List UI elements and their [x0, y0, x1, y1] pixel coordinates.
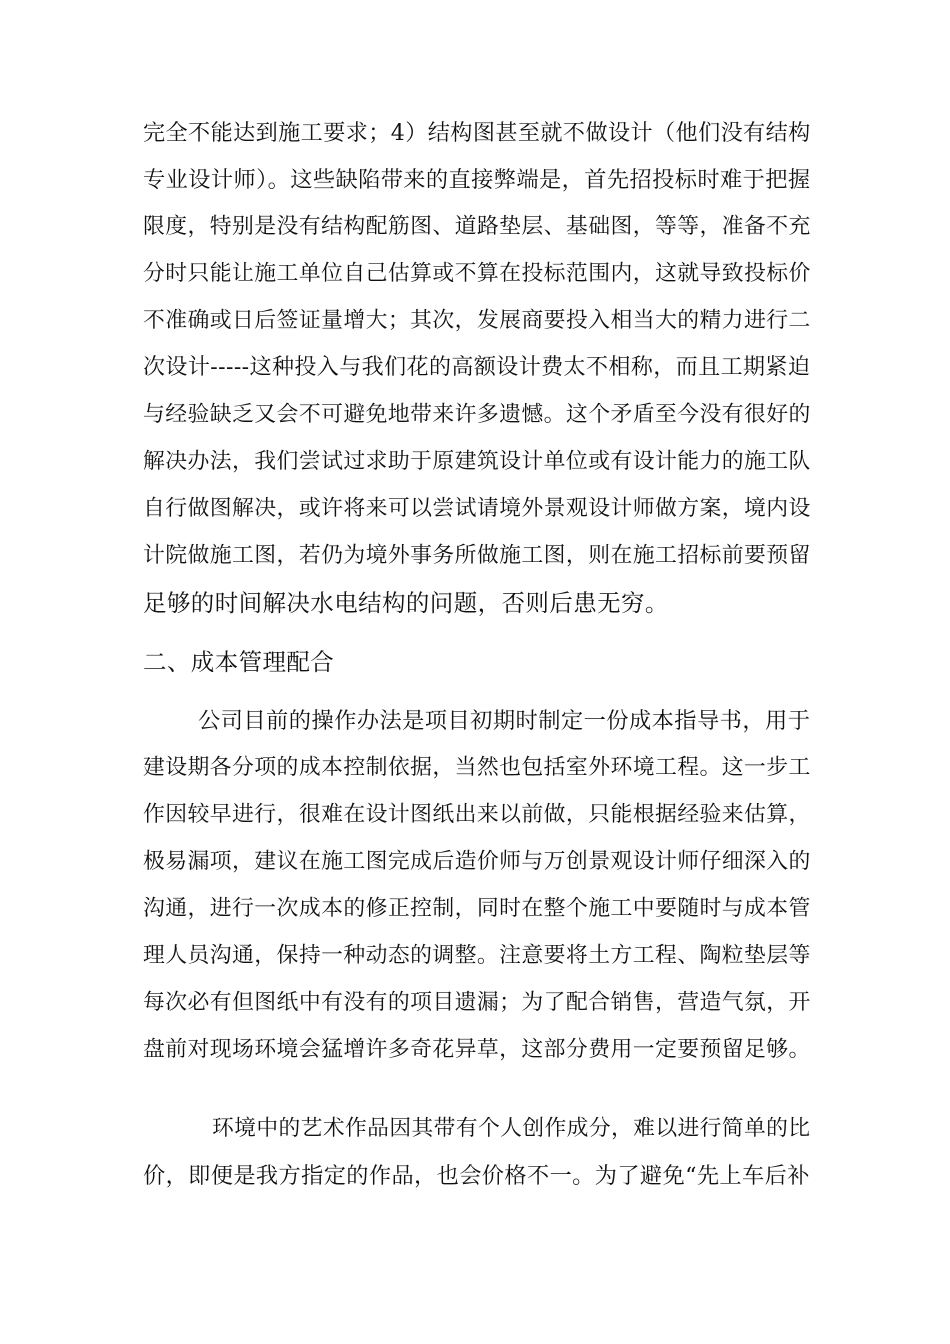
- text-line: 自行做图解决，或许将来可以尝试请境外景观设计师做方案，境内设: [143, 496, 811, 521]
- text-line: 建设期各分项的成本控制依据，当然也包括室外环境工程。这一步工: [143, 755, 811, 780]
- text-line: 计院做施工图，若仍为境外事务所做施工图，则在施工招标前要预留: [143, 543, 811, 568]
- text-line: 沟通，进行一次成本的修正控制，同时在整个施工中要随时与成本管: [143, 896, 811, 921]
- text-line: 解决办法，我们尝试过求助于原建筑设计单位或有设计能力的施工队: [143, 449, 811, 474]
- text-line: 限度，特别是没有结构配筋图、道路垫层、基础图，等等，准备不充: [143, 214, 811, 239]
- text-line: 环境中的艺术作品因其带有个人创作成分，难以进行简单的比: [212, 1116, 811, 1141]
- text-line: 每次必有但图纸中有没有的项目遗漏；为了配合销售，营造气氛，开: [143, 990, 811, 1015]
- text-line: 盘前对现场环境会猛增许多奇花异草，这部分费用一定要预留足够。: [143, 1037, 811, 1062]
- text-line: 足够的时间解决水电结构的问题，否则后患无穷。: [143, 589, 669, 617]
- section-heading: 二、成本管理配合: [143, 648, 335, 676]
- text-line: 理人员沟通，保持一种动态的调整。注意要将土方工程、陶粒垫层等: [143, 943, 811, 968]
- text-line: 价，即便是我方指定的作品，也会价格不一。为了避免“先上车后补: [143, 1163, 810, 1189]
- text-line: 分时只能让施工单位自己估算或不算在投标范围内，这就导致投标价: [143, 261, 811, 286]
- text-line: 不准确或日后签证量增大；其次，发展商要投入相当大的精力进行二: [143, 308, 811, 333]
- text-line: 完全不能达到施工要求；4）结构图甚至就不做设计（他们没有结构: [143, 120, 811, 146]
- text-line: 专业设计师）。这些缺陷带来的直接弊端是，首先招投标时难于把握: [143, 167, 811, 193]
- text-line: 次设计-----这种投入与我们花的高额设计费太不相称，而且工期紧迫: [143, 355, 811, 380]
- text-line: 与经验缺乏又会不可避免地带来许多遗憾。这个矛盾至今没有很好的: [143, 402, 811, 427]
- text-line: 公司目前的操作办法是项目初期时制定一份成本指导书，用于: [198, 708, 811, 734]
- text-line: 极易漏项，建议在施工图完成后造价师与万创景观设计师仔细深入的: [143, 849, 811, 874]
- text-line: 作因较早进行，很难在设计图纸出来以前做，只能根据经验来估算，: [143, 802, 811, 827]
